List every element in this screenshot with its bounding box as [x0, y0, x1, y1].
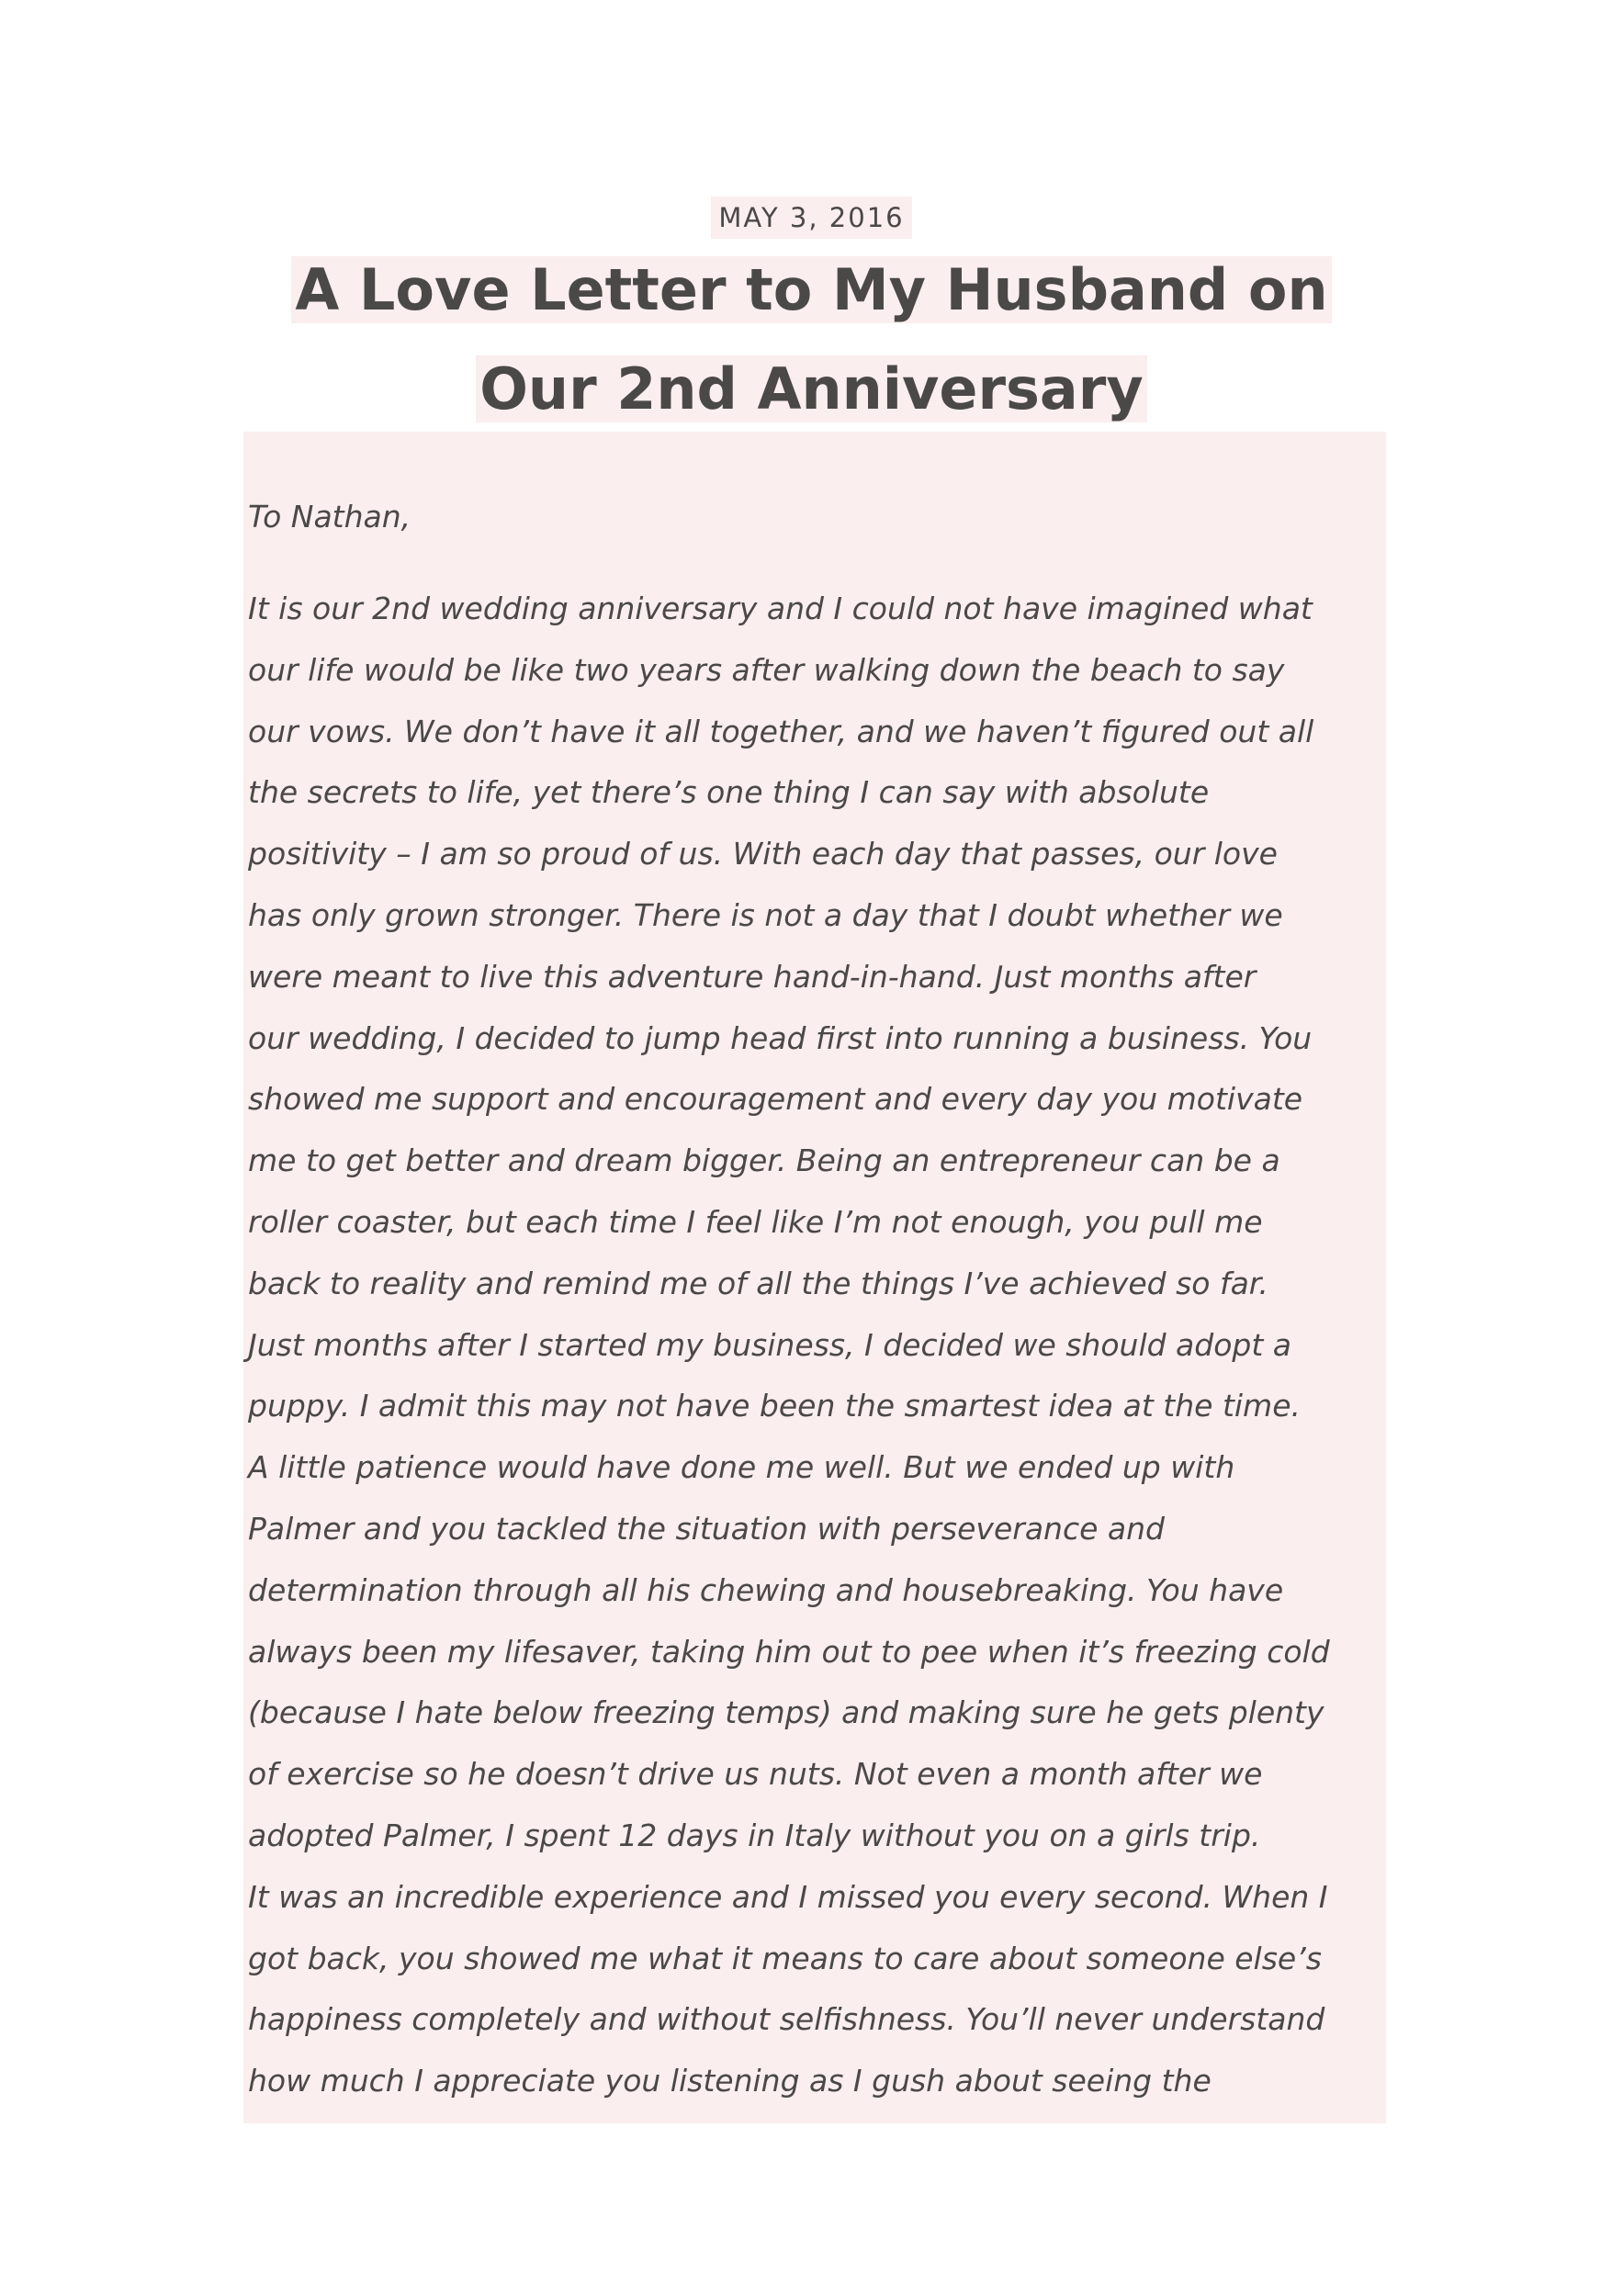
letter-line: puppy. I admit this may not have been the smartest idea at the time.: [248, 1388, 1301, 1424]
letter-line: has only grown stronger. There is not a day that I doubt whether we: [248, 896, 1283, 933]
letter-line: how much I appreciate you listening as I gush about seeing the: [248, 2063, 1212, 2099]
letter-line: were meant to live this adventure hand-in-hand. Just months after: [248, 958, 1257, 995]
letter-line: adopted Palmer, I spent 12 days in Italy without you on a girls trip.: [248, 1817, 1261, 1853]
letter-greeting: To Nathan,: [248, 499, 411, 535]
letter-line: our vows. We don’t have it all together, and we haven’t figured out all: [248, 713, 1314, 749]
letter-line: Just months after I started my business, I decided we should adopt a: [248, 1326, 1292, 1363]
letter-line: (because I hate below freezing temps) and making sure he gets plenty: [248, 1694, 1324, 1731]
letter-line: got back, you showed me what it means to care about someone else’s: [248, 1940, 1322, 1976]
letter-line: It was an incredible experience and I missed you every second. When I: [248, 1878, 1328, 1915]
letter-line: our life would be like two years after walking down the beach to say: [248, 651, 1285, 688]
letter-line: roller coaster, but each time I feel like I’m not enough, you pull me: [248, 1203, 1263, 1240]
letter-line: A little patience would have done me well. But we ended up with: [248, 1449, 1235, 1486]
letter-line: me to get better and dream bigger. Being an entrepreneur can be a: [248, 1142, 1280, 1179]
title-container: [0, 241, 1623, 439]
letter-line: always been my lifesaver, taking him out to pee when it’s freezing cold: [248, 1633, 1330, 1670]
letter-line: of exercise so he doesn’t drive us nuts. Not even a month after we: [248, 1756, 1263, 1793]
post-date: MAY 3, 2016: [711, 197, 911, 239]
letter-paragraph: [248, 579, 1381, 2112]
letter-line: back to reality and remind me of all the things I’ve achieved so far.: [248, 1265, 1268, 1301]
letter-line: It is our 2nd wedding anniversary and I could not have imagined what: [248, 591, 1313, 626]
letter-line: showed me support and encouragement and every day you motivate: [248, 1081, 1303, 1118]
date-container: [0, 197, 1623, 239]
letter-body: [243, 432, 1386, 2123]
letter-line: happiness completely and without selfishness. You’ll never understand: [248, 2001, 1325, 2038]
letter-line: our wedding, I decided to jump head first into running a business. You: [248, 1019, 1313, 1056]
letter-line: positivity – I am so proud of us. With each day that passes, our love: [248, 836, 1278, 872]
letter-line: the secrets to life, yet there’s one thing I can say with absolute: [248, 774, 1210, 811]
post-title: A Love Letter to My Husband on Our 2nd Anniversary: [291, 256, 1331, 422]
letter-line: determination through all his chewing and housebreaking. You have: [248, 1571, 1284, 1608]
letter-line: Palmer and you tackled the situation with perseverance and: [248, 1510, 1165, 1547]
